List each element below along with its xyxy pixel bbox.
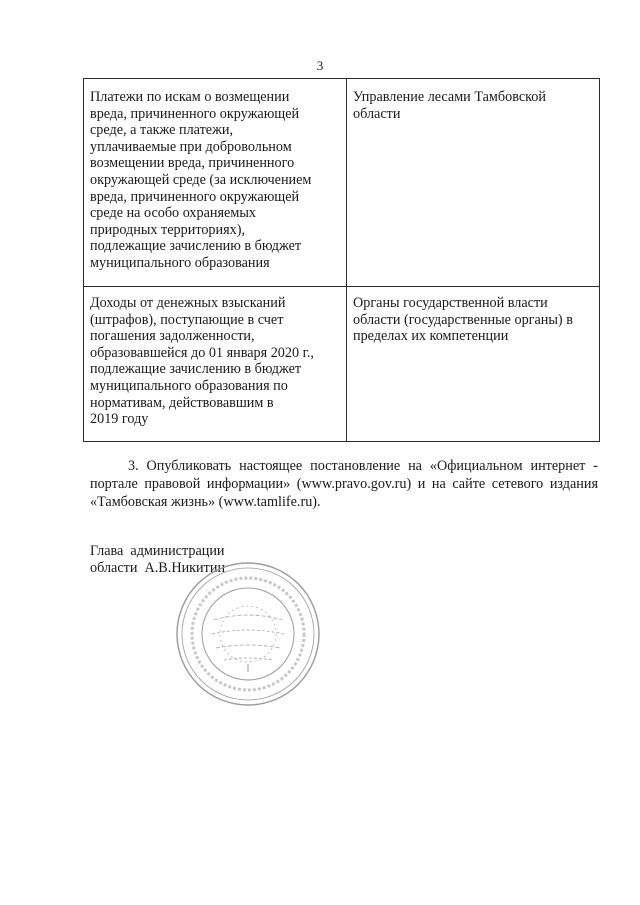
- table-row: [84, 287, 600, 442]
- publication-paragraph: 3. Опубликовать настоящее постановление на «Официальном интернет - портале правовой информации» (www.pravo.gov.ru) и на сайте сетевого издания «Тамбовская жизнь» (www.tamlife.ru).: [90, 458, 598, 510]
- table-cell-administrator: [347, 287, 600, 442]
- official-round-stamp-icon: [174, 560, 322, 708]
- cell-text: Доходы от денежных взысканий (штрафов), поступающие в счет погашения задолженности, образовавшейся до 01 января 2020 г., подлежащие зачислению в бюджет муниципального образования по нормативам, действовавшим в 2019 году: [90, 295, 314, 428]
- table-cell-payment-type: [84, 287, 347, 442]
- cell-text: Платежи по искам о возмещении вреда, причиненного окружающей среде, а также платежи, уплачиваемые при добровольном возмещении вреда, причиненного окружающей среде (за исключением вреда, причиненного окружающей среде на особо охраняемых природных территориях), подлежащие зачислению в бюджет муниципального образования: [90, 89, 312, 271]
- cell-text: Органы государственной власти области (государственные органы) в пределах их компетенции: [353, 295, 573, 345]
- income-sources-table: [83, 78, 600, 442]
- table-cell-administrator: [347, 79, 600, 287]
- page-number: 3: [316, 58, 324, 73]
- table-cell-payment-type: [84, 79, 347, 287]
- signature-name: области А.В.Никитин: [90, 560, 226, 576]
- table-row: [84, 79, 600, 287]
- cell-text: Управление лесами Тамбовской области: [353, 89, 546, 122]
- signature-title: Глава администрации: [90, 543, 225, 559]
